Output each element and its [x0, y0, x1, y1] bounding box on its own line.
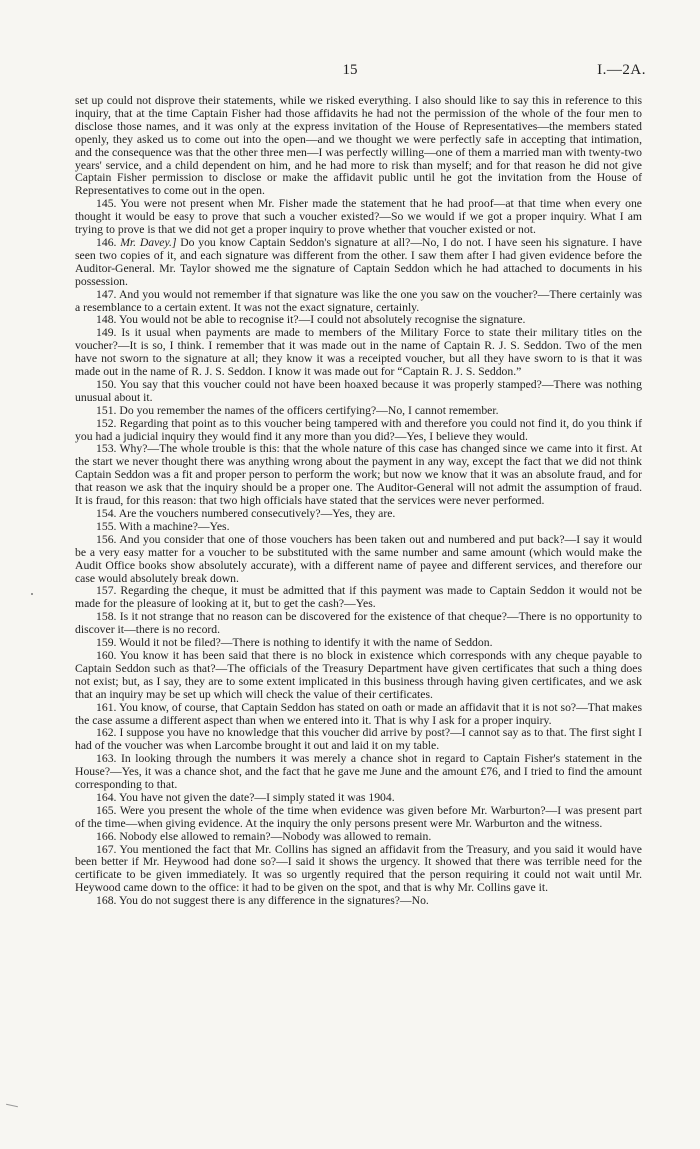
paragraph-text: You say that this voucher could not have been hoaxed because it was properly stamped?—There was nothing unusual about it. [75, 377, 642, 404]
paragraph-text: Why?—The whole trouble is this: that the whole nature of this case has changed since we came into it first. At the start we never thought there was anything wrong about the payment in any way, except the fact that we did not think Captain Seddon was a fit and proper person to perform the work; but now we know that it was an absolute fraud, and for that reason we ask that the inquiry should be a proper one. The Auditor-General will not admit the assumption of fraud. It is fraud, for this reason: that two high officials have stated that the services were never performed. [75, 442, 642, 508]
paragraph [75, 534, 642, 586]
document-reference: I.—2A. [597, 62, 646, 78]
question-number: 145. [96, 197, 117, 211]
question-number: 163. [96, 752, 117, 766]
question-number: 167. [96, 842, 117, 856]
paragraph [75, 237, 642, 289]
paragraph-text: Regarding that point as to this voucher being tampered with and therefore you could not find it, do you think if you had a judicial inquiry they would find it any more than you did?—Yes, I believe they would. [75, 416, 642, 443]
paragraph-text: You know it has been said that there is no block in existence which corresponds with any cheque payable to Captain Seddon such as that?—The officials of the Treasury Department have given certificates that such a thing does not exist; but, as I say, they are to some extent implicated in this business through having given certificates, and we ask that an inquiry may be set up which will check the value of their certificates. [75, 648, 642, 701]
paragraph-text: You would not be able to recognise it?—I could not absolutely recognise the signature. [118, 313, 526, 327]
question-number: 156. [96, 532, 117, 546]
paragraph [75, 702, 642, 728]
paragraph [75, 585, 642, 611]
paragraph-text: You mentioned the fact that Mr. Collins has signed an affidavit from the Treasury, and you said it would have been better if Mr. Heywood had done so?—I said it shows the urgency. It showed that there was terrible need for the certificate to be given immediately. It was so urgently required that the person requiring it could not wait until Mr. Heywood came down to the office: it had to be given on the spot, and that is why Mr. Collins gave it. [75, 842, 642, 895]
question-number: 155. [96, 519, 117, 533]
paragraph [75, 727, 642, 753]
question-number: 154. [96, 507, 117, 520]
question-number: 153. [96, 442, 117, 456]
page-number: 15 [342, 62, 358, 78]
paragraph [75, 95, 642, 198]
paragraph [75, 327, 642, 379]
question-number: 152. [96, 416, 117, 430]
paragraph-text: Regarding the cheque, it must be admitted that if this payment was made to Captain Seddon it would not be made for the pleasure of looking at it, but to get the cash?—Yes. [75, 584, 642, 611]
question-number: 161. [96, 700, 117, 714]
question-number: 157. [96, 584, 117, 598]
question-number: 159. [96, 636, 117, 650]
paragraph [75, 611, 642, 637]
paragraph-text: Do you remember the names of the officers certifying?—No, I cannot remember. [119, 403, 499, 417]
paragraph-text: And you consider that one of those vouchers has been taken out and numbered and put back?—I say it would be a very easy matter for a voucher to be substituted with the same number and same amount (which would make the Audit Office books show absolutely accurate), with a different name of payee and different services, and therefore our case would absolutely break down. [75, 532, 642, 585]
question-number: 151. [96, 403, 117, 417]
paragraph-text: In looking through the numbers it was merely a chance shot in regard to Captain Fisher's statement in the House?—Yes, it was a chance shot, and the fact that he gave me June and the amount £76, and I tried to find the amount corresponding to that. [75, 752, 642, 792]
question-number: 168. [96, 894, 117, 908]
question-number: 147. [96, 287, 117, 301]
question-number: 146. [96, 235, 117, 249]
question-number: 158. [96, 610, 117, 624]
margin-dot [31, 593, 33, 595]
paragraph-text: You have not given the date?—I simply stated it was 1904. [118, 790, 395, 804]
paragraph [75, 753, 642, 792]
paragraph [75, 650, 642, 702]
paragraph-text: I suppose you have no knowledge that this voucher did arrive by post?—I cannot say as to that. The first sight I had of the voucher was when Larcombe brought it out and laid it on my table. [75, 726, 642, 753]
question-number: 162. [96, 726, 117, 740]
paragraph [75, 844, 642, 896]
question-number: 166. [96, 829, 117, 843]
paragraph [75, 289, 642, 315]
paragraph-text: You were not present when Mr. Fisher made the statement that he had proof—at that time when every one thought it would be easy to prove that such a voucher existed?—So we would if we got a proper inquiry. What I am trying to prove is that we did not get a proper inquiry to prove whether that voucher existed or not. [75, 197, 642, 237]
paragraph-text: You do not suggest there is any difference in the signatures?—No. [118, 894, 429, 908]
paragraph-text: And you would not remember if that signature was like the one you saw on the voucher?—There certainly was a resemblance to a certain extent. It was not the exact signature, certainly. [75, 287, 643, 314]
question-number: 165. [96, 803, 117, 817]
paragraph-text: You know, of course, that Captain Seddon has stated on oath or made an affidavit that it is not so?—That makes the case assume a different aspect than when we entered into it. That is why I ask for a proper inquiry. [75, 700, 642, 727]
paragraph-text: Is it not strange that no reason can be discovered for the existence of that cheque?—There is no opportunity to discover it—there is no record. [75, 610, 643, 637]
paragraph [75, 379, 642, 405]
paragraph-text: Do you know Captain Seddon's signature at all?—No, I do not. I have seen his signature. I have seen two copies of it, and each signature was different from the other. I saw them after I had given evidence before the Auditor-General. Mr. Taylor showed me the signature of Captain Seddon which he had attached to documents in his possession. [75, 235, 642, 288]
paragraph [75, 895, 642, 908]
paragraph-text: Would it not be filed?—There is nothing to identify it with the name of Seddon. [119, 636, 493, 650]
paragraph [75, 198, 642, 237]
question-number: 148. [96, 313, 117, 327]
paragraph-text: Nobody else allowed to remain?—Nobody was allowed to remain. [119, 829, 432, 843]
page-header [0, 62, 700, 82]
paragraph [75, 805, 642, 831]
question-number: 149. [96, 326, 117, 340]
margin-stroke [6, 1104, 18, 1107]
paragraph-text: With a machine?—Yes. [119, 519, 230, 533]
paragraph-text: Are the vouchers numbered consecutively?—Yes, they are. [118, 507, 396, 520]
paragraph [75, 443, 642, 508]
paragraph-text: set up could not disprove their statements, while we risked everything. I also should like to say this in reference to this inquiry, that at the time Captain Fisher had those affidavits he had not the permission of the whole of the four men to disclose those names, and it was only at the express invitation of the House of Representatives—the members stated openly, they asked us to come out into the open—and we thought we were perfectly safe in accepting that intimation, and the consequence was that the other three men—I was perfectly willing—one of them a married man with twenty-two years' service, and a child dependent on him, and he had more to risk than myself; and for that reason he did not give Captain Fisher permission to disclose or make the affidavit public until he got the invitation from the House of Representatives to come out in the open. [75, 94, 642, 198]
paragraph [75, 418, 642, 444]
speaker-name: Mr. Davey.] [120, 235, 177, 249]
question-number: 150. [96, 377, 117, 391]
paragraph-text: Is it usual when payments are made to members of the Military Force to state their military titles on the voucher?—It is so, I think. I remember that it was made out in the name of Captain R. J. S. Seddon. Two of the men have not sworn to the signature at all; they know it was a receipted voucher, but all they have sworn to is that it was made out in the name of R. J. S. Seddon. I know it was made out for “Captain R. J. S. Seddon.” [75, 326, 642, 379]
question-number: 164. [96, 790, 117, 804]
paragraph-text: Were you present the whole of the time when evidence was given before Mr. Warburton?—I was present part of the time—when giving evidence. At the inquiry the only persons present were Mr. Warburton and the witness. [75, 803, 642, 830]
question-number: 160. [96, 648, 117, 662]
document-body [75, 95, 642, 908]
